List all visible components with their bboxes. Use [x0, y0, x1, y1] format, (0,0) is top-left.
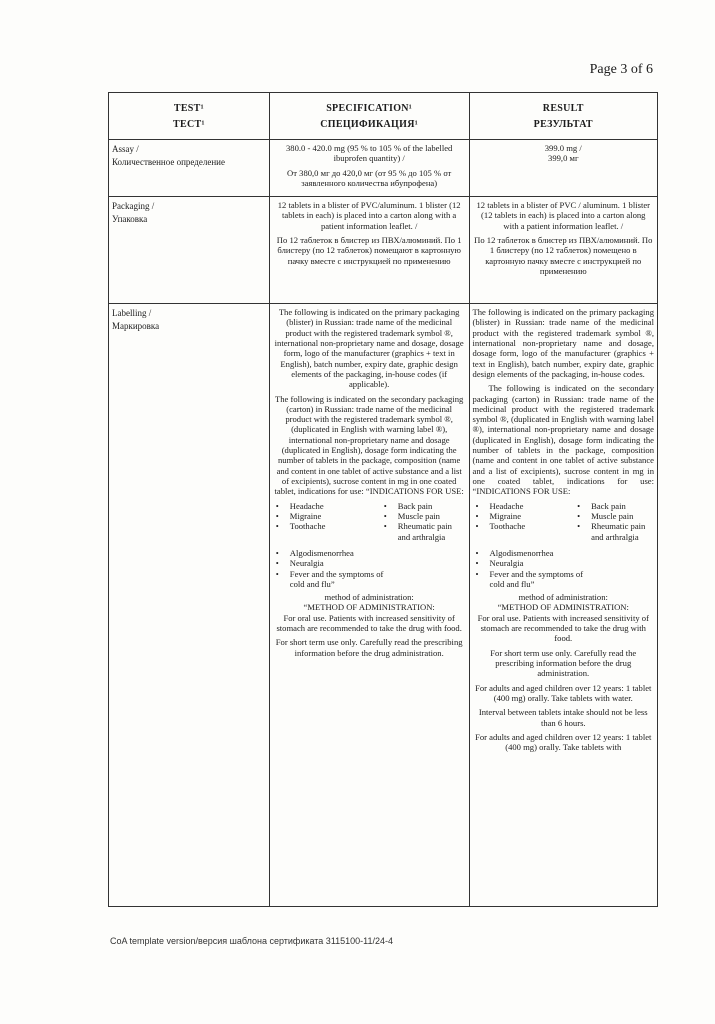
assay-result-cell	[469, 140, 657, 197]
packaging-spec-cell	[269, 197, 469, 304]
list-item: • Toothache	[473, 521, 573, 531]
assay-spec-cell	[269, 140, 469, 197]
spec-symptoms-left	[273, 501, 379, 542]
packaging-test-cell	[109, 197, 270, 304]
labelling-spec-cell	[269, 304, 469, 907]
labelling-test-en: Labelling /	[112, 308, 152, 318]
assay-spec-ru: От 380,0 мг до 420,0 мг (от 95 % до 105 % от заявленного количества ибупрофена)	[287, 167, 452, 188]
list-item: • Rheumatic pain and arthralgia	[381, 521, 466, 542]
result-method-heading: “METHOD OF ADMINISTRATION:	[497, 602, 629, 613]
list-item: • Rheumatic pain and arthralgia	[574, 521, 654, 542]
header-spec-ru: СПЕЦИФИКАЦИЯ¹	[320, 119, 419, 130]
result-method-label: method of administration:	[518, 592, 608, 603]
list-item: • Back pain	[381, 501, 466, 511]
header-test-ru: ТЕСТ¹	[173, 119, 205, 130]
packaging-spec-en: 12 tablets in a blister of PVC/aluminum. 1 blister (12 tablets in each) is placed into a carton along with a patient information leaflet. /	[277, 200, 461, 231]
table-row-packaging	[109, 197, 658, 304]
assay-result-ru: 399,0 мг	[548, 153, 579, 164]
packaging-test-ru: Упаковка	[112, 213, 148, 224]
result-short-term-text: For short term use only. Carefully read the prescribing information before the drug administration.	[490, 647, 637, 679]
result-method-text: For oral use. Patients with increased sensitivity of stomach are recommended to take the drug with food.	[477, 612, 649, 644]
list-item: • Toothache	[273, 521, 379, 531]
spec-method-heading: “METHOD OF ADMINISTRATION:	[303, 602, 435, 613]
spec-method-text: For oral use. Patients with increased sensitivity of stomach are recommended to take the drug with food.	[276, 612, 462, 634]
list-item: • Muscle pain	[381, 511, 466, 521]
result-secondary-text: The following is indicated on the secondary packaging (carton) in Russian: trade name of the medicinal product with the registered trademark symbol ®, (duplicated in English with warning label ®), international non-proprietary name and dosage (duplicated in English), dosage form indicating the number of tablets in the package, composition (name and content in one tablet of active substance and a list of excipients), sucrose content in mg in one coated tablet, indications for use: “INDICATIONS FOR USE:	[472, 383, 654, 497]
spec-secondary-text: The following is indicated on the secondary packaging (carton) in Russian: trade name of the medicinal product with the registered trademark symbol ®, (duplicated in English with warning label ®), international non-proprietary name and dosage (duplicated in English), dosage form indicating the number of tablets in the package, composition (name and content in one tablet of active substance and a list of excipients), sucrose content in mg in one coated tablet, indications for use: “INDICATIONS FOR USE:	[274, 393, 464, 497]
result-symptoms-more	[473, 548, 586, 589]
packaging-spec-ru: По 12 таблеток в блистер из ПВХ/алюминий. По 1 блистеру (по 12 таблеток) помещают в картонную пачку вместе с инструкцией по применению	[276, 234, 462, 266]
packaging-result-cell	[469, 197, 657, 304]
assay-result-en: 399.0 mg /	[544, 143, 582, 153]
spec-short-term-text: For short term use only. Carefully read the prescribing information before the drug administration.	[275, 637, 463, 658]
assay-test-cell	[109, 140, 270, 197]
list-item: • Algodismenorrhea	[473, 548, 586, 558]
result-adults-dosage-text: For adults and aged children over 12 years: 1 tablet (400 mg) orally. Take tablets with water.	[475, 682, 652, 703]
list-item: • Migraine	[473, 511, 573, 521]
list-item: • Fever and the symptoms of cold and flu”	[473, 569, 586, 590]
header-result	[469, 93, 657, 140]
spec-method-label: method of administration:	[324, 592, 414, 603]
packaging-test-en: Packaging /	[112, 201, 155, 211]
packaging-result-en: 12 tablets in a blister of PVC / aluminum. 1 blister (12 tablets in each) is placed into a carton along with a patient information leaflet. /	[476, 200, 651, 231]
result-symptoms-right	[574, 501, 654, 542]
spec-symptoms-right	[381, 501, 466, 542]
result-adults-dosage-text-2: For adults and aged children over 12 years: 1 tablet (400 mg) orally. Take tablets with	[475, 731, 652, 753]
result-symptoms-grid	[473, 501, 654, 542]
coa-results-table	[108, 92, 658, 907]
table-row-assay	[109, 140, 658, 197]
list-item: • Fever and the symptoms of cold and flu”	[273, 569, 392, 590]
list-item: • Headache	[473, 501, 573, 511]
result-primary-text: The following is indicated on the primary packaging (blister) in Russian: trade name of the medicinal product with the registered trademark symbol ®, international non-proprietary name and dosage, dosage form, logo of the manufacturer (graphics + text in English), batch number, expiry date, graphic design elements of the packaging, in-house codes.	[472, 307, 654, 379]
page-number: Page 3 of 6	[589, 62, 653, 77]
table-header-row	[109, 93, 658, 140]
list-item: • Neuralgia	[273, 558, 392, 568]
packaging-result-ru: По 12 таблеток в блистер из ПВХ/алюминий. По 1 блистеру (по 12 таблеток) помещено в картонную пачку вместе с инструкцией по применению	[474, 234, 653, 276]
labelling-test-ru: Маркировка	[112, 320, 160, 331]
header-test-en: TEST¹	[173, 103, 204, 114]
spec-symptoms-more	[273, 548, 392, 589]
header-result-ru: РЕЗУЛЬТАТ	[533, 119, 593, 130]
header-specification	[269, 93, 469, 140]
labelling-test-cell	[109, 304, 270, 907]
header-test	[109, 93, 270, 140]
spec-primary-text: The following is indicated on the primary packaging (blister) in Russian: trade name of the medicinal product with the registered trademark symbol ®, international non-proprietary name and dosage, dosage form, logo of the manufacturer (graphics + text in English), batch number, expiry date, graphic design elements of the packaging, in-house codes (if applicable).	[274, 307, 464, 390]
list-item: • Algodismenorrhea	[273, 548, 392, 558]
assay-spec-en: 380.0 - 420.0 mg (95 % to 105 % of the labelled ibuprofen quantity) /	[285, 143, 453, 164]
list-item: • Muscle pain	[574, 511, 654, 521]
list-item: • Migraine	[273, 511, 379, 521]
labelling-result-cell	[469, 304, 657, 907]
assay-test-ru: Количественное определение	[112, 156, 225, 167]
template-version-footer: CoA template version/версия шаблона сертификата 3115100-11/24-4	[110, 936, 394, 946]
list-item: • Neuralgia	[473, 558, 586, 568]
table-row-labelling	[109, 304, 658, 907]
spec-symptoms-grid	[273, 501, 466, 542]
result-symptoms-left	[473, 501, 573, 542]
header-spec-en: SPECIFICATION¹	[326, 103, 413, 114]
result-interval-text: Interval between tablets intake should not be less than 6 hours.	[478, 707, 648, 728]
assay-test-en: Assay /	[112, 144, 139, 154]
header-result-en: RESULT	[542, 103, 584, 114]
list-item: • Headache	[273, 501, 379, 511]
list-item: • Back pain	[574, 501, 654, 511]
